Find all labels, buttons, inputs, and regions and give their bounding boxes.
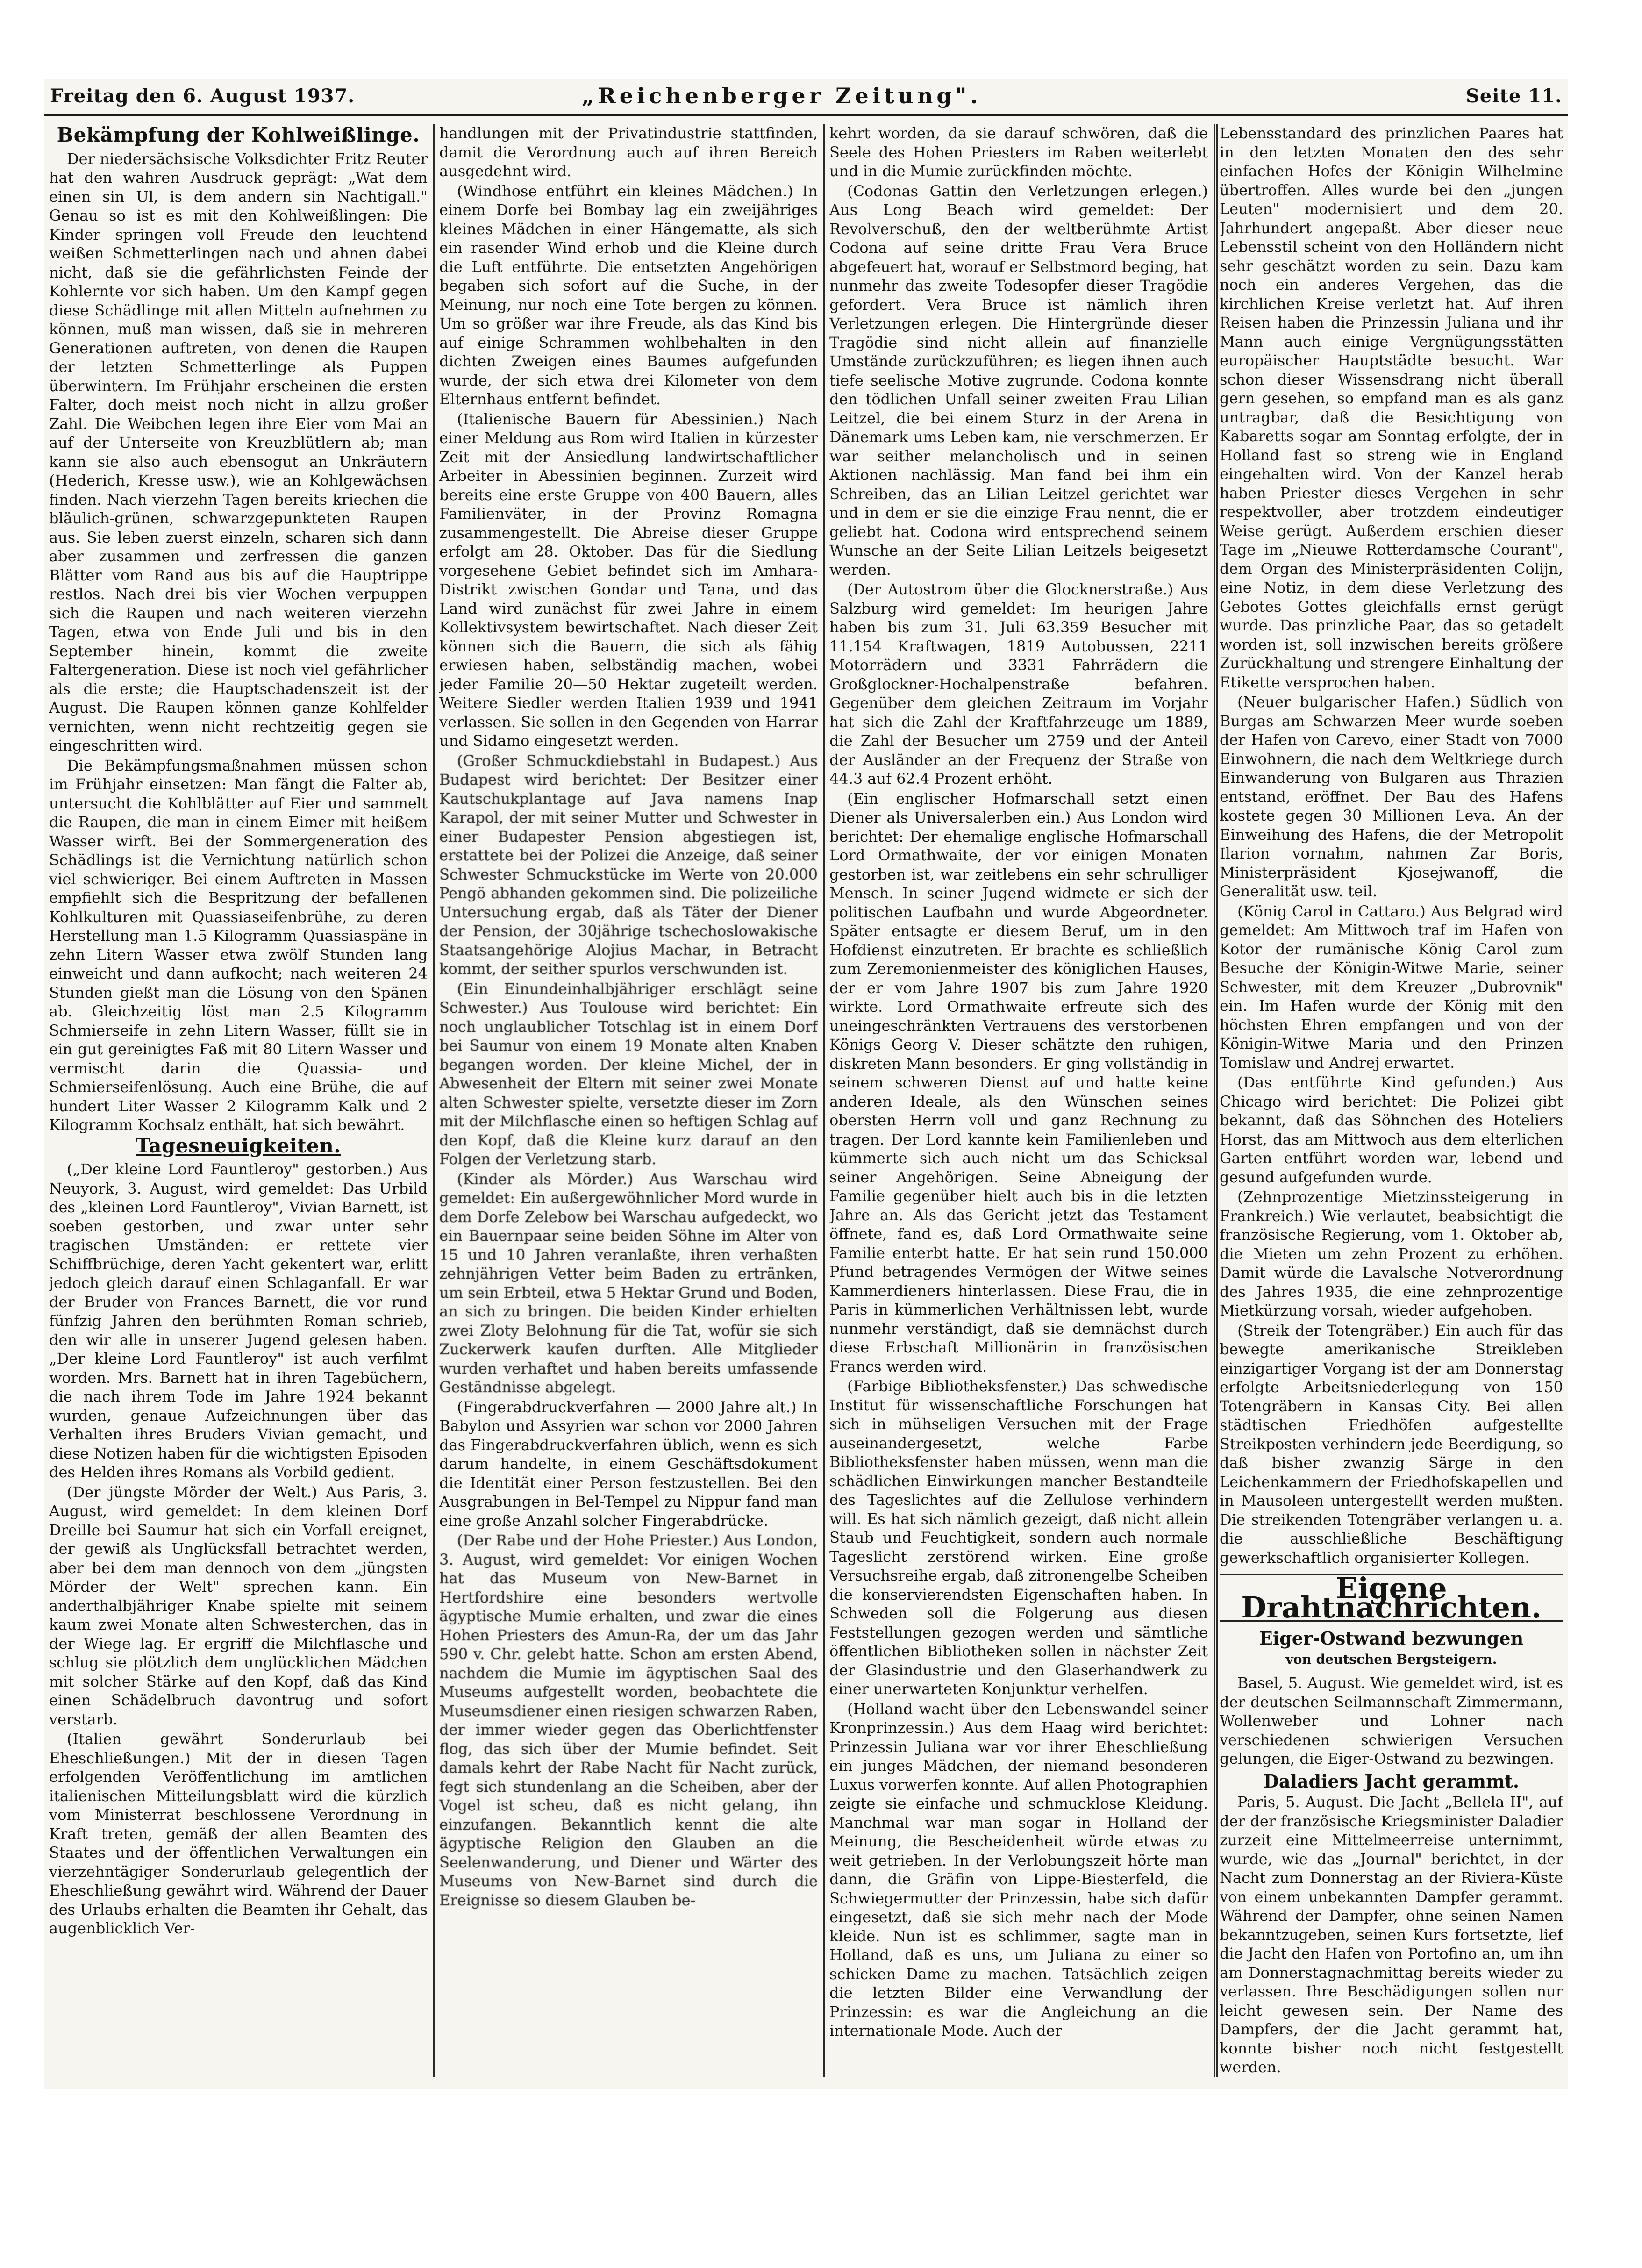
news-item: (Ein englischer Hofmarschall setzt einen Diener als Universalerben ein.) Aus London wird berichtet: Der ehemalige englische Hofmarschall Lord Ormathwaite, der vor einigen Monaten gestorben ist, war zeitlebens ein sehr schrulliger Mensch. In seiner Jugend widmete er sich der politischen Laufbahn und wurde Abgeordneter. Später entsagte er diesem Beruf, um in den Hofdienst einzutreten. Er brachte es schließlich zum Zeremonienmeister des königlichen Hauses, der er vom Jahre 1907 bis zum Jahre 1920 wirkte. Lord Ormathwaite erfreute sich des uneingeschränkten Vertrauens des verstorbenen Königs Georg V. Dieser schätzte den ruhigen, diskreten Mann besonders. Er ging vollständig in seinem schweren Dienst auf und hatte keine anderen Ideale, als den Wünschen seines obersten Herrn voll und ganz Rechnung zu tragen. Der Lord kannte kein Familienleben und kümmerte sich auch nicht um das Schicksal seiner Angehörigen. Seine Abneigung der Familie gegenüber hielt auch bis in die letzten Jahre an. Als das Gericht jetzt das Testament öffnete, fand es, daß Lord Ormathwaite seine Familie enterbt hatte. Er hat sein rund 150.000 Pfund betragendes Vermögen der Witwe seines Kammerdieners hinterlassen. Diese Frau, die in Paris in kümmerlichen Verhältnissen lebt, wurde nunmehr verständigt, daß sie demnächst durch diese Erbschaft Millionärin in französischen Francs werden wird. xyxy=(829,789,1208,1375)
article-paragraph: Der niedersächsische Volksdichter Fritz Reuter hat den wahren Ausdruck geprägt: „Wat dem einen sin Ul, is dem andern sin Nachtigall." Genau so ist es mit den Kohlweißlingen: Die Kinder springen voll Freude den leuchtend weißen Schmetterlingen nach und ahnen dabei nicht, daß sie die gefährlichsten Feinde der Kohlernte vor sich haben. Um den Kampf gegen diese Schädlinge mit allen Mitteln aufnehmen zu können, muß man wissen, daß sie in mehreren Generationen auftreten, von denen die Raupen der letzten Schmetterlinge als Puppen überwintern. Im Frühjahr erscheinen die ersten Falter, doch meist noch nicht in allzu großer Zahl. Die Weibchen legen ihre Eier vom Mai an auf der Unterseite von Kreuzblütlern ab; man kann sie also auch ebensogut an Unkräutern (Hederich, Kresse usw.), wie an Kohlgewächsen finden. Nach vierzehn Tagen bereits kriechen die bläulich-grünen, schwarzgepunkteten Raupen aus. Sie leben zuerst einzeln, scharen sich dann aber zusammen und zerfressen die ganzen Blätter vom Rand aus bis auf die Hauptrippe restlos. Nach drei bis vier Wochen verpuppen sich die Raupen und nach weiteren vierzehn Tagen, etwa von Ende Juli und bis in den September hinein, kommt die zweite Faltergeneration. Diese ist noch viel gefährlicher als die erste; die Hauptschadenszeit ist der August. Die Raupen können ganze Kohlfelder vernichten, wenn nicht rechtzeitig gegen sie eingeschritten wird. xyxy=(49,150,428,754)
newspaper-page xyxy=(44,79,1568,2089)
wire-report: Basel, 5. August. Wie gemeldet wird, ist es der deutschen Seilmannschaft Zimmermann, Wollenweber und Lohner nach verschiedenen schwierigen Versuchen gelungen, die Eiger-Ostwand zu bezwingen. xyxy=(1220,1674,1563,1767)
news-item: (Der jüngste Mörder der Welt.) Aus Paris, 3. August, wird gemeldet: In dem kleinen Dorf Dreille bei Saumur hat sich ein Vorfall ereignet, der gewiß als Unglücksfall betrachtet werden, aber bei dem man dennoch von dem „jüngsten Mörder der Welt" sprechen kann. Ein anderthalbjähriger Knabe spielte mit seinem kaum zwei Monate alten Schwesterchen, das in der Wiege lag. Er ergriff die Milchflasche und schlug sie plötzlich dem unglücklichen Mädchen mit solcher Stärke auf den Kopf, daß das Kind einen Schädelbruch davontrug und sofort verstarb. xyxy=(49,1483,428,1728)
news-item: (Zehnprozentige Mietzinssteigerung in Frankreich.) Wie verlautet, beabsichtigt die französische Regierung, vom 1. Oktober ab, die Mieten um zehn Prozent zu erhöhen. Damit würde die Lavalsche Notverordnung des Jahres 1935, die eine zehnprozentige Mietkürzung vorsah, wieder aufgehoben. xyxy=(1220,1188,1563,1319)
news-item: (Italienische Bauern für Abessinien.) Nach einer Meldung aus Rom wird Italien in kürzester Zeit mit der Ansiedlung landwirtschaftlicher Arbeiter in Abessinien beginnen. Zurzeit wird bereits eine erste Gruppe von 400 Bauern, alles Familienväter, in der Provinz Romagna zusammengestellt. Die Abreise dieser Gruppe erfolgt am 28. Oktober. Das für die Siedlung vorgesehene Gebiet befindet sich im Amhara-Distrikt zwischen Gondar und Tana, und das Land wird zunächst für zwei Jahre in einem Kollektivsystem bewirtschaftet. Nach dieser Zeit können sich die Bauern, die sich als fähig erwiesen haben, selbständig machen, wobei jeder Familie 20—50 Hektar zugeteilt werden. Weitere Siedler werden Italien 1939 und 1941 verlassen. Sie sollen in den Gegenden von Harrar und Sidamo eingesetzt werden. xyxy=(439,410,818,750)
news-item: (Fingerabdruckverfahren — 2000 Jahre alt.) In Babylon und Assyrien war schon vor 2000 Jahren das Fingerabdruckverfahren üblich, wenn es sich darum handelte, in einem Geschäftsdokument die Identität einer Person festzustellen. Bei den Ausgrabungen in Bel-Tempel zu Nippur fand man eine große Anzahl solcher Fingerabdrücke. xyxy=(439,1398,818,1530)
column-1 xyxy=(49,124,428,2077)
column-2 xyxy=(439,124,818,2077)
news-item-continuation: kehrt worden, da sie darauf schwören, daß die Seele des Hohen Priesters im Raben weiterlebt und in die Mumie zurückfinden möchte. xyxy=(829,124,1208,180)
news-item: (Windhose entführt ein kleines Mädchen.) In einem Dorfe bei Bombay lag ein zweijähriges kleines Mädchen in einer Hängematte, als sich ein rasender Wind erhob und die Kleine durch die Luft entführte. Die entsetzten Angehörigen begaben sich sofort auf die Suche, in der Meinung, nur noch eine Tote bergen zu können. Um so größer war ihre Freude, als das Kind bis auf einige Schrammen wohlbehalten in den dichten Zweigen eines Baumes aufgefunden wurde, der sich etwa drei Kilometer von dem Elternhaus entfernt befindet. xyxy=(439,182,818,408)
news-item: (Codonas Gattin den Verletzungen erlegen.) Aus Long Beach wird gemeldet: Der Revolverschuß, den der weltberühmte Artist Codona auf seine dritte Frau Vera Bruce abgefeuert hat, worauf er Selbstmord beging, hat nunmehr das zweite Todesopfer dieser Tragödie gefordert. Vera Bruce ist nämlich ihren Verletzungen erlegen. Die Hintergründe dieser Tragödie sind nicht allein auf finanzielle Umstände zurückzuführen; es liegen ihnen auch tiefe seelische Motive zugrunde. Codona konnte den tödlichen Unfall seiner zweiten Frau Lilian Leitzel, die bei einem Sturz in der Arena in Dänemark ums Leben kam, nie verschmerzen. Er war seither melancholisch und in seinen Aktionen nachlässig. Man fand bei ihm ein Schreiben, das an Lilian Leitzel gerichtet war und in dem er sie die einzige Frau nennt, die er geliebt hat. Codona wird entsprechend seinem Wunsche an der Seite Lilian Leitzels beigesetzt werden. xyxy=(829,182,1208,579)
header-date: Freitag den 6. August 1937. xyxy=(50,85,355,107)
news-item: (König Carol in Cattaro.) Aus Belgrad wird gemeldet: Am Mittwoch traf im Hafen von Kotor der rumänische König Carol zum Besuche der Königin-Witwe Marie, seiner Schwester, mit dem Kreuzer „Dubrovnik" ein. Im Hafen wurde der König mit den höchsten Ehren empfangen und von der Königin-Witwe Maria und den Prinzen Tomislaw und Andrej erwartet. xyxy=(1220,902,1563,1072)
news-item: (Der Autostrom über die Glocknerstraße.) Aus Salzburg wird gemeldet: Im heurigen Jahre haben bis zum 31. Juli 63.359 Besucher mit 11.154 Kraftwagen, 1819 Autobussen, 2211 Motorrädern und 3331 Fahrrädern die Großglockner-Hochalpenstraße befahren. Gegenüber dem gleichen Zeitraum im Vorjahr hat sich die Zahl der Kraftfahrzeuge um 1889, die Zahl der Besucher um 2759 und der Anteil der Ausländer an der Frequenz der Straße von 44.3 auf 62.4 Prozent erhöht. xyxy=(829,580,1208,787)
news-item: (Ein Einundeinhalbjähriger erschlägt seine Schwester.) Aus Toulouse wird berichtet: Ein noch unglaublicher Totschlag ist in einem Dorf bei Saumur von einem 19 Monate alten Knaben begangen worden. Der kleine Michel, der in Abwesenheit der Eltern mit seiner zwei Monate alten Schwester spielte, versetzte dieser im Zorn mit der Milchflasche einen so heftigen Schlag auf den Kopf, daß die Kleine kurz darauf an den Folgen der Verletzung starb. xyxy=(439,980,818,1168)
news-item: (Streik der Totengräber.) Ein auch für das bewegte amerikanische Streikleben einzigartiger Vorgang ist der am Donnerstag erfolgte Arbeitsniederlegung von 150 Totengräbern in Kansas City. Bei allen städtischen Friedhöfen aufgestellte Streikposten verhindern jede Beerdigung, so daß bisher zwanzig Särge in den Leichenkammern der Friedhofskapellen und in Mausoleen untergestellt werden mußten. Die streikenden Totengräber verlangen u. a. die ausschließliche Beschäftigung gewerkschaftlich organisierter Kollegen. xyxy=(1220,1321,1563,1567)
page-header xyxy=(44,79,1568,112)
column-divider xyxy=(1216,124,1218,2077)
column-divider xyxy=(1214,124,1215,2077)
column-3 xyxy=(829,124,1208,2077)
headline-daladier-jacht: Daladiers Jacht gerammt. xyxy=(1263,1770,1520,1792)
header-divider xyxy=(44,114,1568,116)
news-item: (Großer Schmuckdiebstahl in Budapest.) Aus Budapest wird berichtet: Der Besitzer einer Kautschukplantage auf Java namens Inap Karapol, der mit seiner Mutter und Schwester in einer Budapester Pension abgestiegen ist, erstattete bei der Polizei die Anzeige, daß seiner Schwester Schmuckstücke im Werte von 20.000 Pengö abhanden gekommen sind. Die polizeiliche Untersuchung ergab, daß als Täter der Diener der Pension, der 30jährige tschechoslowakische Staatsangehörige Alojius Machar, in Betracht kommt, der seither spurlos verschwunden ist. xyxy=(439,751,818,978)
news-item: (Farbige Bibliotheksfenster.) Das schwedische Institut für wissenschaftliche Forschungen hat sich in mühseligen Versuchen mit der Frage auseinandergesetzt, welche Farbe Bibliotheksfenster haben müssen, wenn man die schädlichen Einwirkungen mancher Bestandteile des Tageslichtes auf die Zellulose verhindern will. Es hat sich nämlich gezeigt, daß nicht allein Staub und Feuchtigkeit, sondern auch normale Tageslicht zerstörend wirken. Eine große Versuchsreihe ergab, daß zitronengelbe Scheiben die konservierendsten Eigenschaften haben. In Schweden soll die Folgerung aus diesen Feststellungen gezogen werden und sämtliche öffentlichen Bibliotheken sollen in nächster Zeit der Glasindustrie und den Glaserhandwerk zu einer unerwarteten Konjunktur verhelfen. xyxy=(829,1377,1208,1698)
news-item-continuation: Lebensstandard des prinzlichen Paares hat in den letzten Monaten den des sehr einfachen Hofes der Königin Wilhelmine übertroffen. Alles wurde bei den „jungen Leuten" modernisiert und dem 20. Jahrhundert angepaßt. Aber dieser neue Lebensstil scheint von den Holländern nicht sehr geschätzt worden zu sein. Dazu kam noch ein anderes Vergehen, das die kirchlichen Kreise verletzt hat. Auf ihren Reisen haben die Prinzessin Juliana und ihr Mann auch einige Vergnügungsstätten europäischer Hauptstädte besucht. War schon dieser Wissensdrang nicht überall gern gesehen, so empfand man es als ganz untragbar, daß die Besichtigung von Kabaretts sogar am Sonntag erfolgte, der in Holland fast so streng wie in England eingehalten wird. Von der Kanzel herab haben Priester dieses Vergehen in sehr respektvoller, aber trotzdem eindeutiger Weise gerügt. Außerdem erschien dieser Tage im „Nieuwe Rotterdamsche Courant", dem Organ des Ministerpräsidenten Colijn, eine Notiz, in dem diese Verletzung des Gebotes Gottes gleichfalls ernst gerügt wurde. Das prinzliche Paar, das so getadelt worden ist, soll inzwischen bereits größere Zurückhaltung und strengere Einhaltung der Etikette versprochen haben. xyxy=(1220,124,1563,691)
subheadline-eiger: von deutschen Bergsteigern. xyxy=(1285,1651,1497,1667)
wire-report: Paris, 5. August. Die Jacht „Bellela II", auf der der französische Kriegsminister Daladier zurzeit eine Mittelmeerreise unternimmt, wurde, wie das „Journal" berichtet, in der Nacht zum Donnerstag an der Riviera-Küste von einem unbekannten Dampfer gerammt. Während der Dampfer, ohne seinen Namen bekanntzugeben, seinen Kurs fortsetzte, lief die Jacht den Hafen von Portofino an, um ihn am Donnerstagnachmittag bereits wieder zu verlassen. Ihre Beschädigungen sollen nur leicht gewesen sein. Der Name des Dampfers, der die Jacht gerammt hat, konnte bisher noch nicht festgestellt werden. xyxy=(1220,1793,1563,2076)
news-item: (Das entführte Kind gefunden.) Aus Chicago wird berichtet: Die Polizei gibt bekannt, daß das Söhnchen des Hoteliers Horst, das am Mittwoch aus dem elterlichen Garten entführt worden war, lebend und gesund aufgefunden wurde. xyxy=(1220,1073,1563,1186)
article-paragraph: Die Bekämpfungsmaßnahmen müssen schon im Frühjahr einsetzen: Man fängt die Falter ab, untersucht die Kohlblätter auf Eier und sammelt die Raupen, die man in einem Eimer mit heißem Wasser wirft. Bei der Sommergeneration des Schädlings ist die Vernichtung natürlich schon viel schwieriger. Bei einem Auftreten in Massen empfiehlt sich die Bespritzung der befallenen Kohlkulturen mit Quassiaseifenbrühe, zu deren Herstellung man 1.5 Kilogramm Quassiaspäne in zehn Litern Wasser etwa zwölf Stunden lang einweicht und dann aufkocht; nach weiteren 24 Stunden gießt man die Lösung von den Spänen ab. Gleichzeitig löst man 2.5 Kilogramm Schmierseife in zehn Litern Wasser, füllt sie in ein gut gereinigtes Faß mit 80 Litern Wasser und vermischt darin die Quassia- und Schmierseifenlösung. Auch eine Brühe, die auf hundert Liter Wasser 2 Kilogramm Kalk und 2 Kilogramm Kochsalz enthält, hat sich bewährt. xyxy=(49,756,428,1134)
news-item-continuation: handlungen mit der Privatindustrie stattfinden, damit die Verordnung auch auf ihren Bereich ausgedehnt wird. xyxy=(439,124,818,180)
column-4 xyxy=(1220,124,1563,2077)
news-item: (Der Rabe und der Hohe Priester.) Aus London, 3. August, wird gemeldet: Vor einigen Wochen hat das Museum von New-Barnet in Hertfordshire eine besonders wertvolle ägyptische Mumie erhalten, und zwar die eines Hohen Priesters des Amun-Ra, der um das Jahr 590 v. Chr. gelebt hatte. Schon am ersten Abend, nachdem die Mumie im ägyptischen Saal des Museums aufgestellt worden, beobachtete die Museumsdiener einen riesigen schwarzen Raben, der immer wieder gegen das Oberlichtfenster flog, das sich über der Mumie befindet. Seit damals kehrt der Rabe Nacht für Nacht zurück, fegt sich stundenlang an die Scheiben, aber der Vogel ist scheu, daß es nicht gelang, ihn einzufangen. Bekanntlich kennt die alte ägyptische Religion den Glauben an die Seelenwanderung, und Diener und Wärter des Museums von New-Barnet sind durch die Ereignisse so diesem Glauben be- xyxy=(439,1531,818,1909)
header-page-number: Seite 11. xyxy=(1466,85,1562,107)
section-banner-drahtnachrichten: Eigene Drahtnachrichten. xyxy=(1220,1574,1563,1622)
news-item: (Italien gewährt Sonderurlaub bei Eheschließungen.) Mit der in diesen Tagen erfolgenden Veröffentlichung im amtlichen italienischen Mitteilungsblatt wird die kürzlich vom Ministerrat beschlossene Verordnung in Kraft treten, gemäß der allen Beamten des Staates und der öffentlichen Verwaltungen ein vierzehntägiger Sonderurlaub gelegentlich der Eheschließung gewährt wird. Während der Dauer des Urlaubs erhalten die Beamten ihr Gehalt, das augenblicklich Ver- xyxy=(49,1730,428,1937)
section-title-tagesneuigkeiten: Tagesneuigkeiten. xyxy=(136,1134,341,1157)
news-item: (Holland wacht über den Lebenswandel seiner Kronprinzessin.) Aus dem Haag wird berichtet: Prinzessin Juliana war vor ihrer Eheschließung ein junges Mädchen, der niemand besonderen Luxus vorwerfen konnte. Auf allen Photographien zeigte sie einfache und schmucklose Kleidung. Manchmal war man sogar in Holland der Meinung, die Bescheidenheit würde etwas zu weit getrieben. In der Verlobungszeit hörte man dann, die Gräfin von Lippe-Biesterfeld, die Schwiegermutter der Prinzessin, habe sich dafür eingesetzt, daß sie sich mehr nach der Mode kleide. Nun ist es schlimmer, sagte man in Holland, daß es uns, um Juliana zu einer so schicken Dame zu machen. Tatsächlich zeigen die letzten Bilder eine Verwandlung der Prinzessin: es war die Angleichung an die internationale Mode. Auch der xyxy=(829,1700,1208,2039)
news-item: („Der kleine Lord Fauntleroy" gestorben.) Aus Neuyork, 3. August, wird gemeldet: Das Urbild des „kleinen Lord Fauntleroy", Vivian Barnett, ist soeben gestorben, und zwar unter sehr tragischen Umständen: er rettete vier Schiffbrüchige, deren Yacht gekentert war, erlitt jedoch gleich darauf einen Schlaganfall. Er war der Bruder von Frances Barnett, die vor rund fünfzig Jahren den berühmten Roman schrieb, den wir alle in unserer Jugend gelesen haben. „Der kleine Lord Fauntleroy" ist auch verfilmt worden. Mrs. Barnett hat in ihren Tagebüchern, die nach ihrem Tode im Jahre 1924 bekannt wurden, genaue Aufzeichnungen über das Verhalten ihres Bruders Vivian gemacht, und diese Notizen haben für die wichtigsten Episoden des Helden ihres Romans als Vorbild gedient. xyxy=(49,1160,428,1481)
news-item: (Kinder als Mörder.) Aus Warschau wird gemeldet: Ein außergewöhnlicher Mord wurde in dem Dorfe Zelebow bei Warschau aufgedeckt, wo ein Bauernpaar seine beiden Söhne im Alter von 15 und 10 Jahren veranlaßte, ihren verhaßten zehnjährigen Vetter beim Baden zu ertränken, um sein Erbteil, etwa 5 Hektar Grund und Boden, an sich zu bringen. Die beiden Kinder erhielten zwei Zloty Belohnung für die Tat, wofür sie sich Zuckerwerk kaufen durften. Alle Mitglieder wurden verhaftet und haben bereits umfassende Geständnisse abgelegt. xyxy=(439,1170,818,1396)
news-item: (Neuer bulgarischer Hafen.) Südlich von Burgas am Schwarzen Meer wurde soeben der Hafen von Carevo, einer Stadt von 7000 Einwohnern, die nach dem Weltkriege durch Einwanderung von Bulgaren aus Thrazien entstand, eröffnet. Der Bau des Hafens kostete gegen 30 Millionen Leva. An der Einweihung des Hafens, die der Metropolit Ilarion vornahm, nahmen Zar Boris, Ministerpräsident Kjosejwanoff, die Generalität usw. teil. xyxy=(1220,693,1563,900)
column-divider xyxy=(433,124,435,2077)
article-title-kohlweisslinge: Bekämpfung der Kohlweißlinge. xyxy=(57,124,420,146)
column-divider xyxy=(823,124,825,2077)
header-newspaper-title: „Reichenberger Zeitung". xyxy=(582,83,982,108)
headline-eiger-ostwand: Eiger-Ostwand bezwungen xyxy=(1259,1628,1524,1649)
